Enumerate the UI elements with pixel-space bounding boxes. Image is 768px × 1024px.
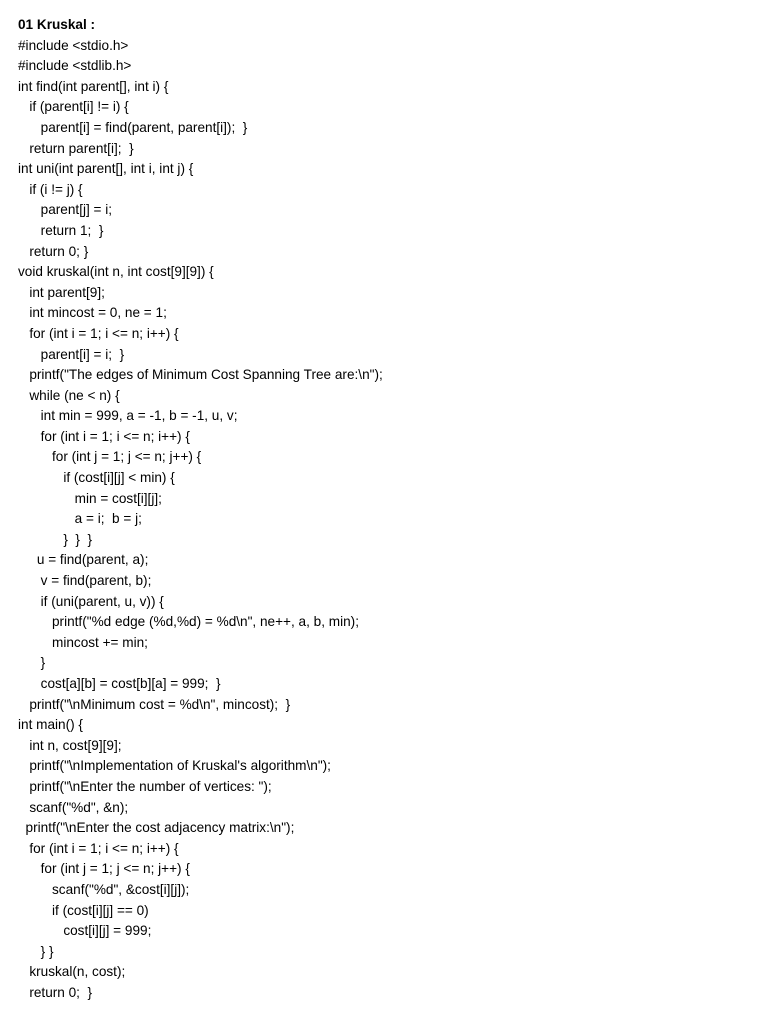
code-line: void kruskal(int n, int cost[9][9]) { <box>18 264 214 280</box>
code-line: parent[i] = find(parent, parent[i]); } <box>18 119 248 135</box>
code-line: if (i != j) { <box>18 181 83 197</box>
code-line: for (int i = 1; i <= n; i++) { <box>18 840 179 856</box>
code-line: kruskal(n, cost); <box>18 964 126 980</box>
document <box>18 15 758 1004</box>
code-line: #include <stdio.h> <box>18 37 129 53</box>
code-line: printf("\nEnter the number of vertices: "); <box>18 778 272 794</box>
code-line: while (ne < n) { <box>18 387 120 403</box>
code-line: #include <stdlib.h> <box>18 58 132 74</box>
code-line: return 0; } <box>18 243 89 259</box>
code-line: return 0; } <box>18 984 93 1000</box>
code-line: int parent[9]; <box>18 284 105 300</box>
code-line: for (int j = 1; j <= n; j++) { <box>18 449 202 465</box>
code-line: printf("The edges of Minimum Cost Spanning Tree are:\n"); <box>18 367 383 383</box>
code-line: min = cost[i][j]; <box>18 490 162 506</box>
code-line: u = find(parent, a); <box>18 552 149 568</box>
code-line: printf("\nEnter the cost adjacency matrix:\n"); <box>18 820 295 836</box>
code-block <box>18 36 758 1004</box>
code-line: if (uni(parent, u, v)) { <box>18 593 164 609</box>
code-line: int uni(int parent[], int i, int j) { <box>18 161 194 177</box>
code-line: parent[i] = i; } <box>18 346 125 362</box>
code-line: printf("\nImplementation of Kruskal's algorithm\n"); <box>18 758 331 774</box>
code-line: int find(int parent[], int i) { <box>18 78 169 94</box>
code-line: int min = 999, a = -1, b = -1, u, v; <box>18 408 238 424</box>
code-line: } } <box>18 943 54 959</box>
code-line: return parent[i]; } <box>18 140 134 156</box>
code-line: } } } <box>18 531 93 547</box>
code-line: return 1; } <box>18 222 104 238</box>
code-line: cost[i][j] = 999; <box>18 923 152 939</box>
code-line: printf("\nMinimum cost = %d\n", mincost); } <box>18 696 291 712</box>
code-line: int main() { <box>18 717 83 733</box>
code-line: scanf("%d", &cost[i][j]); <box>18 881 190 897</box>
code-line: for (int j = 1; j <= n; j++) { <box>18 861 190 877</box>
code-line: if (cost[i][j] < min) { <box>18 470 175 486</box>
code-line: scanf("%d", &n); <box>18 799 129 815</box>
code-line: int n, cost[9][9]; <box>18 737 122 753</box>
document-title: 01 Kruskal : <box>18 17 96 32</box>
code-line: for (int i = 1; i <= n; i++) { <box>18 325 179 341</box>
code-line: if (parent[i] != i) { <box>18 99 129 115</box>
code-line: } <box>18 655 46 671</box>
code-line: if (cost[i][j] == 0) <box>18 902 149 918</box>
code-line: a = i; b = j; <box>18 511 142 527</box>
code-line: cost[a][b] = cost[b][a] = 999; } <box>18 676 221 691</box>
code-line: mincost += min; <box>18 634 148 650</box>
code-line: int mincost = 0, ne = 1; <box>18 305 167 321</box>
code-line: v = find(parent, b); <box>18 573 152 589</box>
code-line: printf("%d edge (%d,%d) = %d\n", ne++, a, b, min); <box>18 614 359 630</box>
code-line: parent[j] = i; <box>18 202 113 218</box>
code-line: for (int i = 1; i <= n; i++) { <box>18 428 190 444</box>
